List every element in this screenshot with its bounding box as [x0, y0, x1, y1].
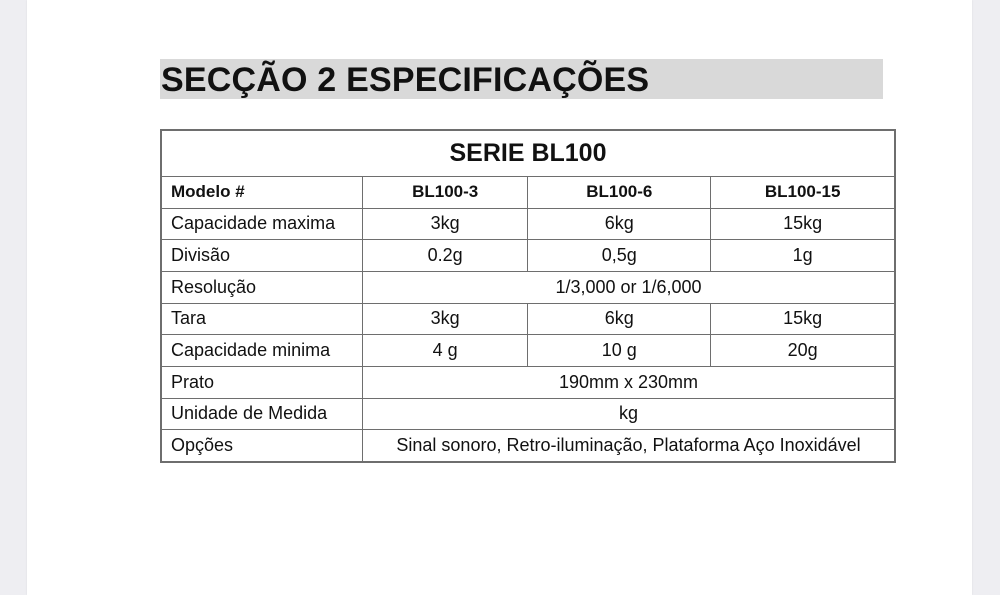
row-value: 6kg: [528, 303, 711, 335]
row-merged-value: kg: [363, 398, 895, 430]
model-header-row: [161, 176, 895, 208]
row-value: 10 g: [528, 335, 711, 367]
table-row: [161, 208, 895, 240]
table-row: [161, 398, 895, 430]
row-value: 6kg: [528, 208, 711, 240]
table-row: [161, 271, 895, 303]
model-name: BL100-3: [363, 176, 528, 208]
row-label: Capacidade maxima: [161, 208, 363, 240]
row-label: Capacidade minima: [161, 335, 363, 367]
row-label: Tara: [161, 303, 363, 335]
table-row: [161, 240, 895, 272]
row-label: Resolução: [161, 271, 363, 303]
row-value: 1g: [711, 240, 895, 272]
row-label: Prato: [161, 366, 363, 398]
series-title: SERIE BL100: [161, 130, 895, 176]
table-row: [161, 366, 895, 398]
section-title: SECÇÃO 2 ESPECIFICAÇÕES: [161, 61, 650, 99]
row-label: Unidade de Medida: [161, 398, 363, 430]
model-name: BL100-15: [711, 176, 895, 208]
row-merged-value: Sinal sonoro, Retro-iluminação, Plataforma Aço Inoxidável: [363, 430, 895, 462]
row-value: 20g: [711, 335, 895, 367]
row-merged-value: 190mm x 230mm: [363, 366, 895, 398]
table-row: [161, 335, 895, 367]
row-value: 15kg: [711, 303, 895, 335]
model-name: BL100-6: [528, 176, 711, 208]
row-merged-value: 1/3,000 or 1/6,000: [363, 271, 895, 303]
series-title-row: [161, 130, 895, 176]
row-value: 0.2g: [363, 240, 528, 272]
row-value: 3kg: [363, 208, 528, 240]
table-row: [161, 430, 895, 462]
row-label: Divisão: [161, 240, 363, 272]
specifications-table: [160, 129, 896, 463]
row-label: Opções: [161, 430, 363, 462]
model-header-label: Modelo #: [161, 176, 363, 208]
row-value: 4 g: [363, 335, 528, 367]
row-value: 3kg: [363, 303, 528, 335]
row-value: 15kg: [711, 208, 895, 240]
row-value: 0,5g: [528, 240, 711, 272]
table-row: [161, 303, 895, 335]
